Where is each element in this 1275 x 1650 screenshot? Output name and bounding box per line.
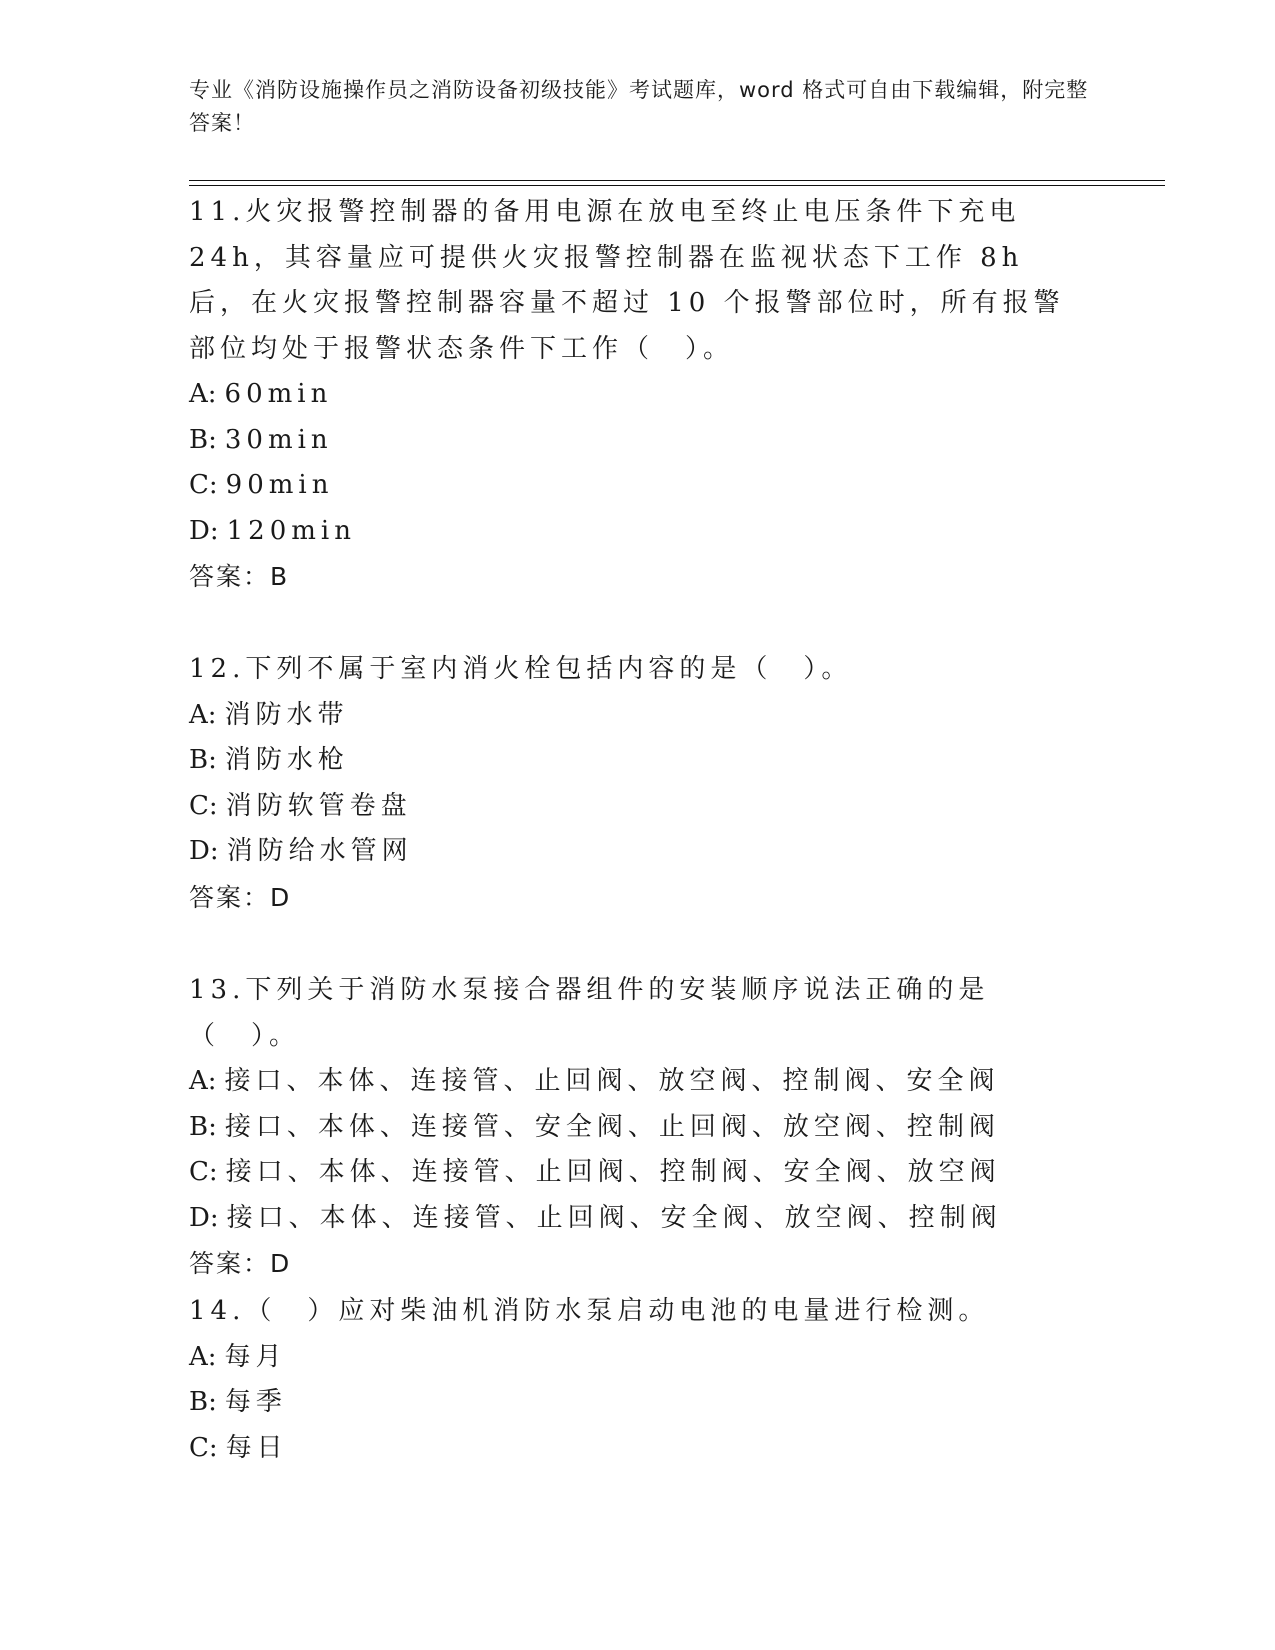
option-b: [189, 1380, 1089, 1426]
question-stem: 12.下列不属于室内消火栓包括内容的是（ ）。: [189, 654, 853, 684]
option-letter: B:: [189, 1111, 217, 1142]
option-text: 接口、本体、连接管、安全阀、止回阀、放空阀、控制阀: [224, 1111, 1000, 1142]
option-letter: A:: [189, 1066, 217, 1096]
header-divider-bottom: [189, 185, 1165, 186]
option-letter: A:: [189, 1341, 217, 1372]
option-letter: D:: [189, 515, 219, 546]
option-text: 90min: [225, 470, 334, 500]
option-text: 120min: [226, 515, 356, 546]
option-a: [189, 1335, 1089, 1381]
option-text: 消防软管卷盘: [225, 790, 412, 821]
document-header: 专业《消防设施操作员之消防设备初级技能》考试题库，word 格式可自由下载编辑，附完整答案！: [189, 78, 1089, 135]
option-letter: B:: [189, 424, 217, 455]
option-letter: C:: [189, 470, 218, 500]
option-c: [189, 784, 1089, 830]
option-text: 接口、本体、连接管、止回阀、放空阀、控制阀、安全阀: [224, 1066, 1000, 1096]
option-text: 消防水枪: [224, 745, 349, 775]
question-13: [189, 968, 1089, 1287]
option-c: [189, 1150, 1089, 1196]
option-letter: D:: [189, 1202, 219, 1233]
option-letter: B:: [189, 1387, 217, 1417]
option-text: 60min: [224, 379, 333, 409]
option-text: 每季: [224, 1387, 287, 1417]
question-stem: 14.（ ）应对柴油机消防水泵启动电池的电量进行检测。: [189, 1296, 990, 1326]
question-14: [189, 1289, 1089, 1471]
question-11: [189, 190, 1089, 600]
option-letter: D:: [189, 836, 219, 866]
option-letter: A:: [189, 379, 217, 409]
option-d: [189, 829, 1089, 875]
option-text: 每日: [225, 1432, 288, 1463]
question-stem: 13.下列关于消防水泵接合器组件的安装顺序说法正确的是（ ）。: [189, 975, 990, 1051]
option-c: [189, 1426, 1089, 1472]
option-a: [189, 372, 1089, 418]
option-b: [189, 738, 1089, 784]
option-text: 接口、本体、连接管、止回阀、安全阀、放空阀、控制阀: [226, 1202, 1002, 1233]
option-letter: C:: [189, 1432, 218, 1463]
option-c: [189, 463, 1089, 509]
option-b: [189, 1105, 1089, 1151]
option-text: 接口、本体、连接管、止回阀、控制阀、安全阀、放空阀: [225, 1157, 1001, 1187]
option-letter: C:: [189, 1157, 218, 1187]
question-12: [189, 647, 1089, 920]
option-text: 消防给水管网: [226, 836, 413, 866]
answer-line: 答案：B: [189, 562, 290, 591]
option-d: [189, 1196, 1089, 1242]
option-text: 30min: [224, 424, 333, 455]
option-a: [189, 1059, 1089, 1105]
question-stem: 11.火灾报警控制器的备用电源在放电至终止电压条件下充电 24h，其容量应可提供火灾报警控制器在监视状态下工作 8h 后，在火灾报警控制器容量不超过 10 个报警部位时，所有报警部位均处于报警状态条件下工作（ ）。: [189, 197, 1065, 364]
option-text: 消防水带: [224, 699, 349, 730]
header-divider-top: [189, 180, 1165, 181]
option-b: [189, 418, 1089, 464]
option-letter: C:: [189, 790, 218, 821]
option-d: [189, 509, 1089, 555]
option-letter: A:: [189, 699, 217, 730]
option-a: [189, 693, 1089, 739]
answer-line: 答案：D: [189, 882, 292, 912]
option-letter: B:: [189, 745, 217, 775]
answer-line: 答案：D: [189, 1249, 292, 1278]
option-text: 每月: [224, 1341, 287, 1372]
